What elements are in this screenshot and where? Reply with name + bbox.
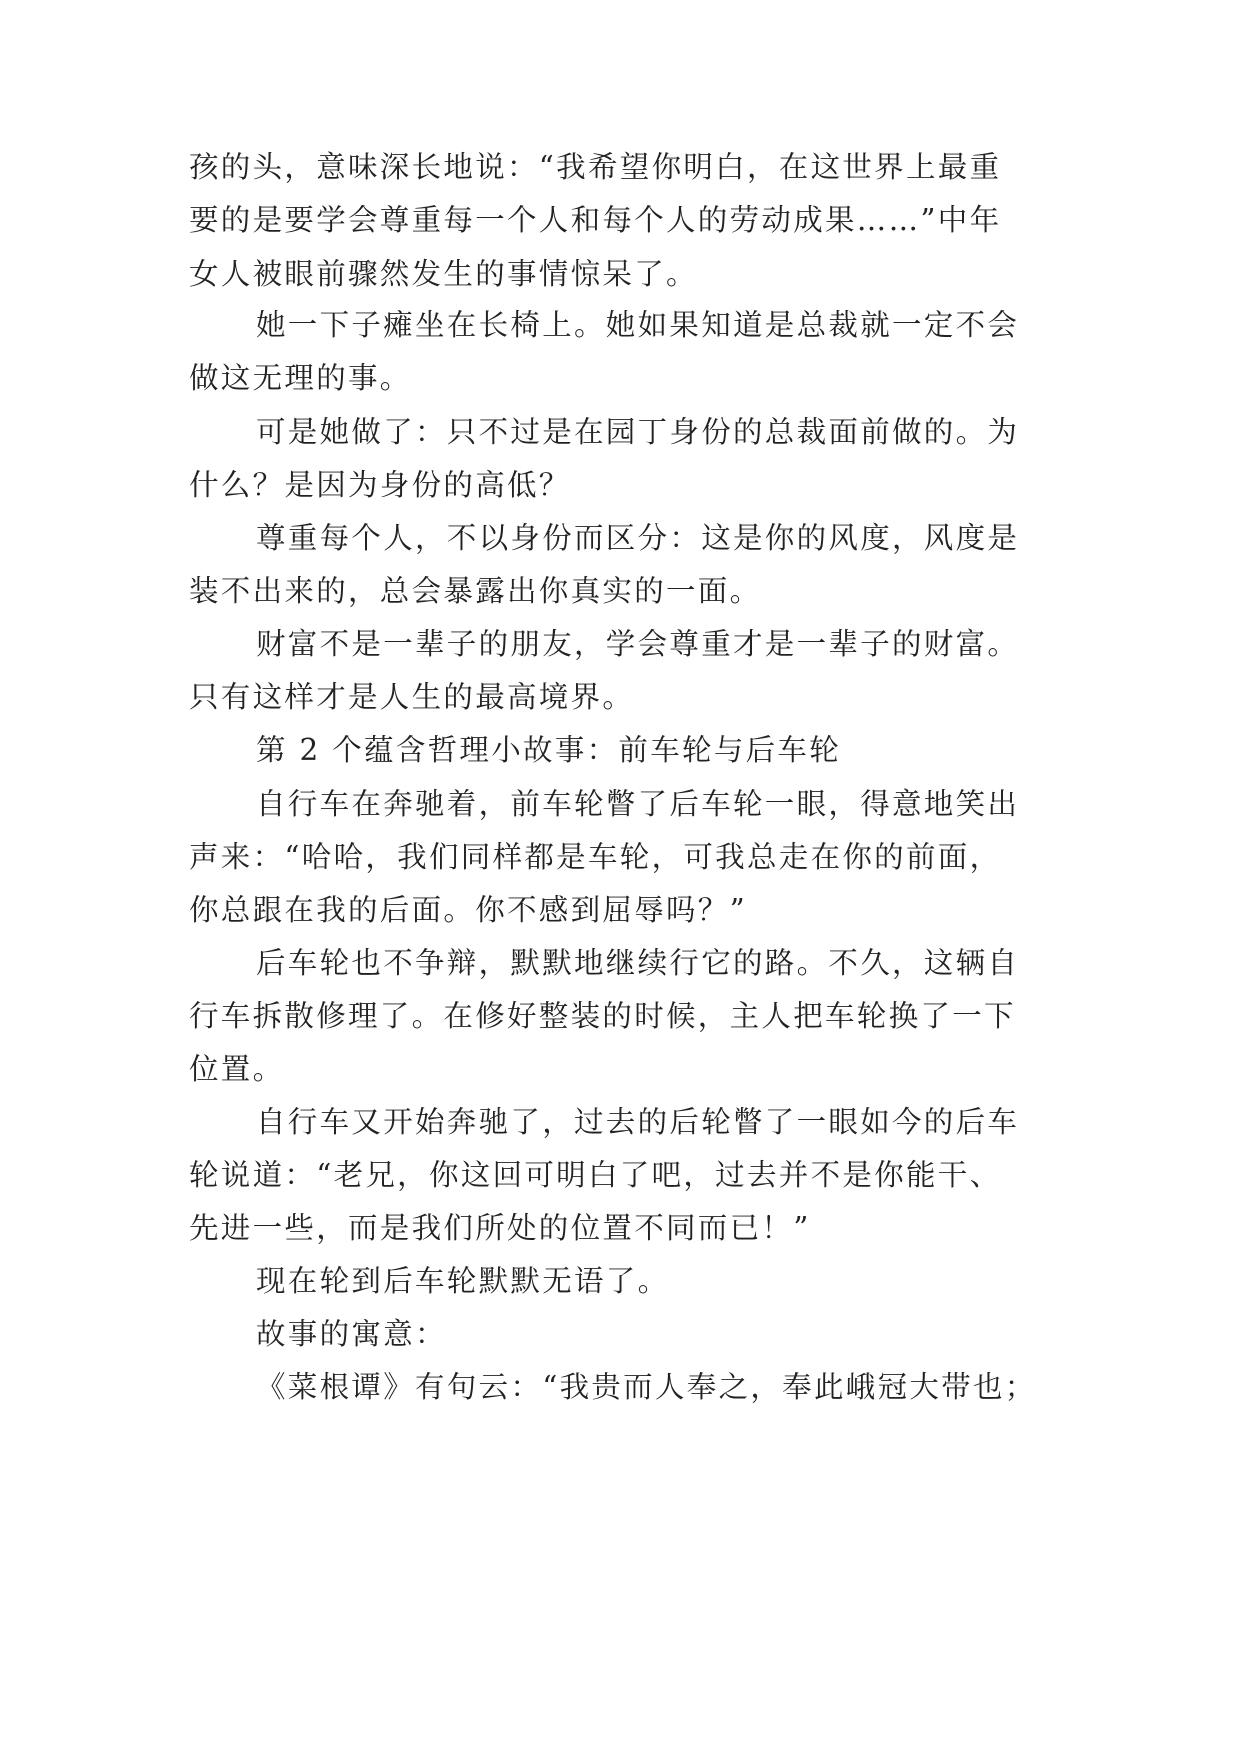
text-line: 行车拆散修理了。在修好整装的时候，主人把车轮换了一下 xyxy=(189,999,1016,1033)
paragraph-start-line: 自行车在奔驰着，前车轮瞥了后车轮一眼，得意地笑出 xyxy=(256,787,1020,821)
text-line: 女人被眼前骤然发生的事情惊呆了。 xyxy=(189,257,698,291)
section-heading: 第 2 个蕴含哲理小故事：前车轮与后车轮 xyxy=(256,733,842,767)
paragraph-start-line: 《菜根谭》有句云：“我贵而人奉之，奉此峨冠大带也； xyxy=(256,1370,1037,1404)
paragraph-start-line: 故事的寓意： xyxy=(256,1317,447,1351)
paragraph-start-line: 后车轮也不争辩，默默地继续行它的路。不久，这辆自 xyxy=(256,946,1020,980)
paragraph-start-line: 现在轮到后车轮默默无语了。 xyxy=(256,1264,670,1298)
text-line: 装不出来的，总会暴露出你真实的一面。 xyxy=(189,574,762,608)
paragraph-start-line: 自行车又开始奔驰了，过去的后轮瞥了一眼如今的后车 xyxy=(256,1105,1020,1139)
text-line: 你总跟在我的后面。你不感到屈辱吗？” xyxy=(189,893,747,927)
paragraph-start-line: 可是她做了：只不过是在园丁身份的总裁面前做的。为 xyxy=(256,415,1020,449)
text-line: 轮说道：“老兄，你这回可明白了吧，过去并不是你能干、 xyxy=(189,1158,1002,1192)
text-line: 只有这样才是人生的最高境界。 xyxy=(189,680,635,714)
text-line: 位置。 xyxy=(189,1052,285,1086)
text-line: 声来：“哈哈，我们同样都是车轮，可我总走在你的前面， xyxy=(189,840,1002,874)
paragraph-start-line: 尊重每个人，不以身份而区分：这是你的风度，风度是 xyxy=(256,521,1020,555)
paragraph-start-line: 她一下子瘫坐在长椅上。她如果知道是总裁就一定不会 xyxy=(256,308,1020,342)
text-line: 什么？是因为身份的高低？ xyxy=(189,468,571,502)
text-line: 要的是要学会尊重每一个人和每个人的劳动成果……”中年 xyxy=(189,203,1002,237)
paragraph-start-line: 财富不是一辈子的朋友，学会尊重才是一辈子的财富。 xyxy=(256,627,1020,661)
text-line: 做这无理的事。 xyxy=(189,361,412,395)
text-line: 孩的头，意味深长地说：“我希望你明白，在这世界上最重 xyxy=(189,150,1002,184)
text-line: 先进一些，而是我们所处的位置不同而已！” xyxy=(189,1211,811,1245)
